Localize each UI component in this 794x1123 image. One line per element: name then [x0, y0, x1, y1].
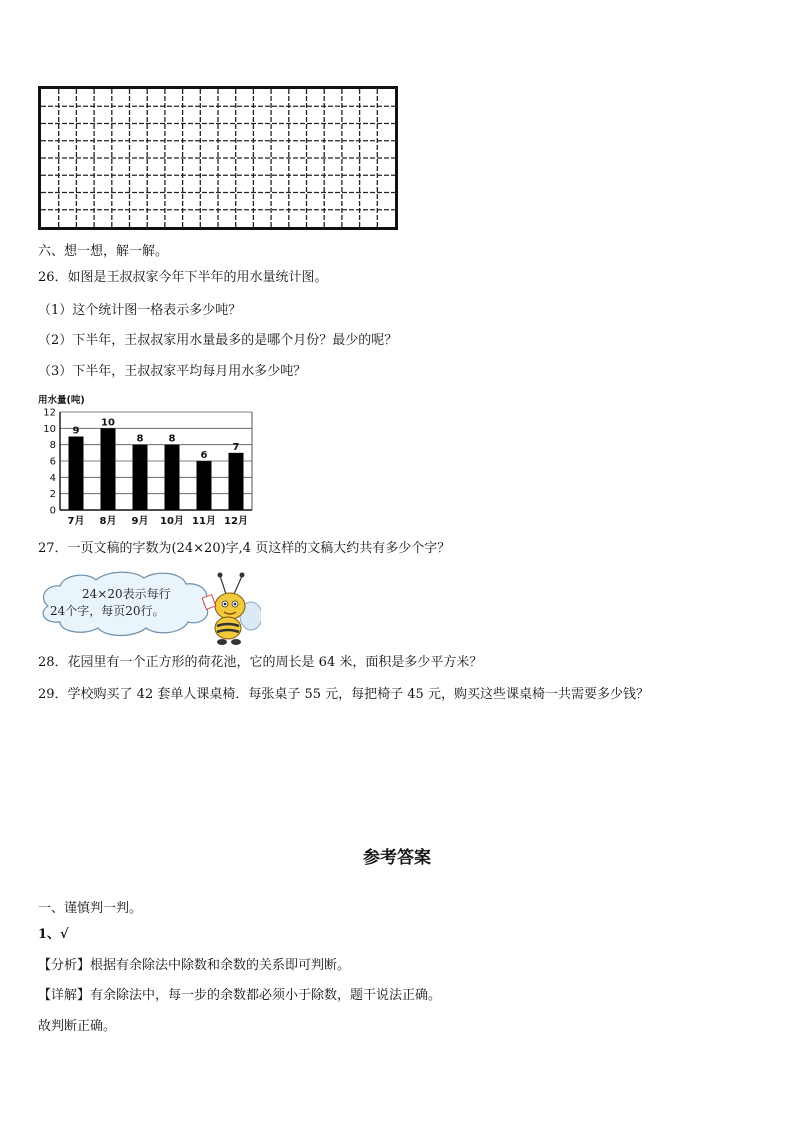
chart-data-label: 8: [168, 433, 176, 445]
chart-y-tick-label: 0: [49, 505, 56, 517]
chart-bar: [229, 453, 244, 510]
chart-bar: [133, 445, 148, 510]
grid-paper: [38, 86, 398, 230]
chart-bar: [101, 428, 116, 510]
chart-y-tick-label: 4: [49, 472, 56, 484]
chart-x-tick-label: 9月: [131, 516, 149, 527]
q26-stem: 26．如图是王叔叔家今年下半年的用水量统计图。: [38, 270, 328, 285]
q26-sub1: （1）这个统计图一格表示多少吨？: [38, 303, 242, 318]
chart-data-label: 7: [232, 441, 240, 453]
chart-x-tick-label: 11月: [192, 516, 216, 527]
bee-icon: [202, 573, 261, 646]
chart-data-label: 8: [136, 433, 144, 445]
answer-title: 参考答案: [363, 848, 431, 868]
chart-x-tick-label: 8月: [99, 516, 117, 527]
chart-y-tick-label: 6: [49, 456, 56, 468]
q27-stem: 27．一页文稿的字数为(24×20)字,4 页这样的文稿大约共有多少个字？: [38, 541, 451, 556]
answer-item-1: 1、√: [38, 927, 69, 942]
q26-sub3: （3）下半年，王叔叔家平均每月用水多少吨？: [38, 364, 307, 379]
chart-x-tick-label: 10月: [160, 516, 184, 527]
chart-x-tick-label: 12月: [224, 516, 248, 527]
section-heading-6: 六、想一想，解一解。: [38, 244, 169, 259]
answer-detail: 【详解】有余除法中，每一步的余数都必须小于除数，题干说法正确。: [38, 988, 442, 1003]
chart-y-tick-label: 2: [49, 489, 56, 501]
chart-bar: [165, 445, 180, 510]
bubble-text-line1: 24×20表示每行: [82, 587, 171, 601]
q29: 29．学校购买了 42 套单人课桌椅．每张桌子 55 元，每把椅子 45 元，购买这些课桌椅一共需要多少钱？: [38, 687, 649, 702]
chart-y-axis-label: 用水量(吨): [38, 395, 85, 406]
bubble-text-line2: 24个字，每页20行。: [50, 604, 165, 618]
answer-analysis: 【分析】根据有余除法中除数和余数的关系即可判断。: [38, 958, 351, 973]
chart-bar: [69, 437, 84, 511]
chart-y-tick-label: 12: [43, 407, 56, 419]
q26-sub2: （2）下半年，王叔叔家用水量最多的是哪个月份？最少的呢？: [38, 333, 398, 348]
chart-y-tick-label: 10: [43, 423, 56, 435]
chart-x-tick-label: 7月: [67, 516, 85, 527]
chart-y-tick-label: 8: [49, 440, 56, 452]
chart-data-label: 10: [101, 417, 115, 429]
water-usage-bar-chart: [36, 392, 258, 532]
chart-bar: [197, 461, 212, 510]
chart-data-label: 9: [72, 425, 80, 437]
answer-conclusion: 故判断正确。: [38, 1019, 117, 1034]
answer-section-heading-1: 一、谨慎判一判。: [38, 901, 143, 916]
chart-data-label: 6: [200, 450, 208, 461]
hint-bubble-illustration: [36, 568, 261, 650]
q28: 28．花园里有一个正方形的荷花池，它的周长是 64 米，面积是多少平方米？: [38, 655, 483, 670]
